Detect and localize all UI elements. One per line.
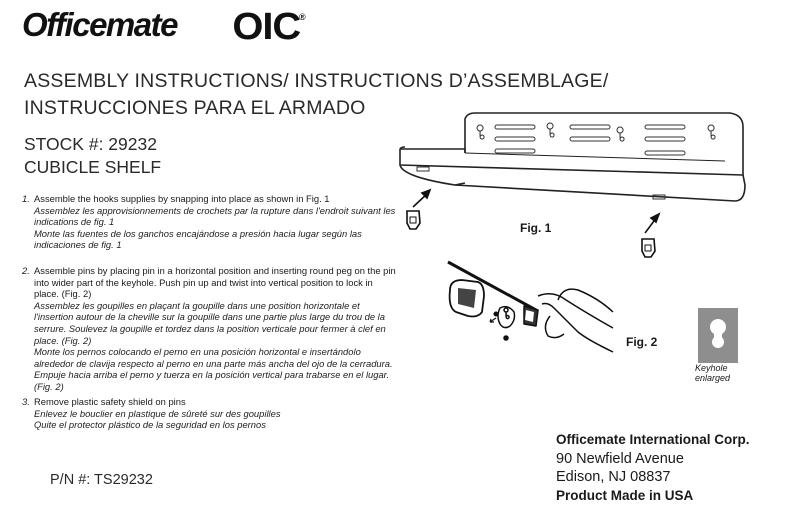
part-number: P/N #: TS29232 <box>50 472 153 488</box>
shelf-illustration <box>395 105 750 275</box>
fig-2-label: Fig. 2 <box>626 335 658 349</box>
keyhole-enlarged-image <box>698 308 738 363</box>
fig-1-label: Fig. 1 <box>520 221 552 235</box>
street-address: 90 Newfield Avenue <box>556 451 684 467</box>
city-state-zip: Edison, NJ 08837 <box>556 469 671 485</box>
pin-assembly-illustration <box>438 256 618 366</box>
step-3-english: Remove plastic safety shield on pins <box>34 396 186 407</box>
step-3-spanish: Quite el protector plástico de la seguridad en los pernos <box>34 419 266 431</box>
step-1-english: Assemble the hooks supplies by snapping into place as shown in Fig. 1 <box>34 193 330 204</box>
brand-logo <box>22 6 305 48</box>
step-1-number: 1. <box>22 193 30 204</box>
step-2 <box>22 265 397 393</box>
step-3 <box>22 396 397 431</box>
step-1 <box>22 193 397 251</box>
logo-oic-mark: OIC <box>232 6 301 48</box>
step-3-french: Enlevez le bouclier en plastique de sûreté sur des goupilles <box>34 407 281 419</box>
keyhole-caption: Keyhole enlarged <box>695 363 731 383</box>
product-name: CUBICLE SHELF <box>24 157 162 177</box>
step-2-english: Assemble pins by placing pin in a horizontal position and inserting round peg on the pin into wider part of the keyhole. Push pin up and twist into vertical position to lock in place. (Fig. 2) <box>34 265 396 300</box>
step-2-french: Assemblez les goupilles en plaçant la goupille dans une position horizontale et l'insertion autour de la cheville sur la goupille dans une partie plus large du trou de la serrure. Soulevez la goupille et tordez dans la position verticale pour fermer à clef en place. (Fig. 2) <box>34 299 386 346</box>
title-line-1: ASSEMBLY INSTRUCTIONS/ INSTRUCTIONS D’ASSEMBLAGE/ <box>24 70 609 92</box>
logo-wordmark: Officemate <box>22 6 177 43</box>
step-3-number: 3. <box>22 396 30 407</box>
made-in-usa: Product Made in USA <box>556 488 694 503</box>
company-name: Officemate International Corp. <box>556 432 750 447</box>
title-line-2: INSTRUCCIONES PARA EL ARMADO <box>24 97 366 119</box>
step-1-spanish: Monte las fuentes de los ganchos encajándose a presión hacia lugar según las indicaciones de fig. 1 <box>34 227 362 251</box>
keyhole-icon <box>698 308 738 363</box>
logo-registered-mark: ® <box>299 12 305 22</box>
step-2-spanish: Monte los pernos colocando el perno en una posición horizontal e insertándolo alrededor de clavija respecto al perno en una parte más ancha del ojo de la cerradura. Empuje hacia arriba el perno y tuerza en la posición vertical para trabarse en el lugar. (Fig. 2) <box>34 346 393 392</box>
step-2-number: 2. <box>22 265 30 276</box>
step-1-french: Assemblez les approvisionnements de crochets par la rupture dans l'endroit suivant les indications de fig. 1 <box>34 204 396 228</box>
stock-number: STOCK #: 29232 <box>24 134 157 154</box>
